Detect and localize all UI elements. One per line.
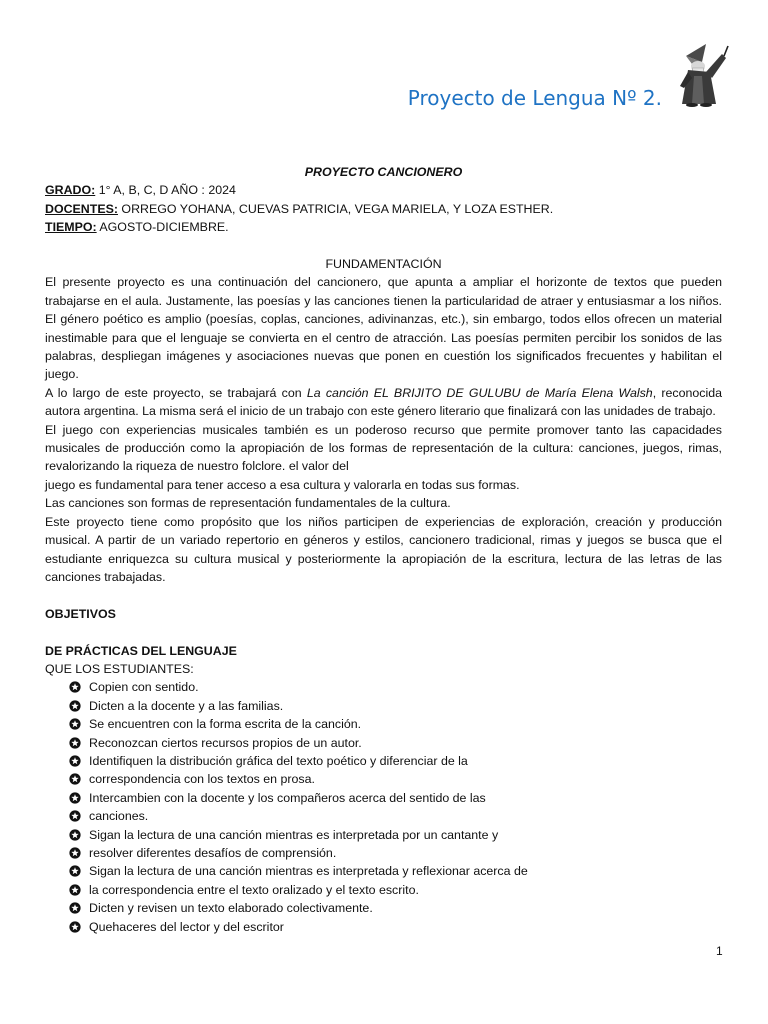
list-item [69,734,722,752]
list-item [69,844,722,862]
time-label: TIEMPO: [45,220,97,235]
grade-line [45,181,722,199]
list-item [69,918,722,936]
list-item [69,862,722,880]
list-item-text: la correspondencia entre el texto oralizado y el texto escrito. [89,882,419,897]
song-title: La canción EL BRIJITO DE GULUBU de María Elena Walsh [306,385,653,400]
paragraph-2 [45,384,722,421]
list-item-text: resolver diferentes desafíos de comprensión. [89,845,337,860]
list-item [69,678,722,696]
teachers-label: DOCENTES: [45,201,118,216]
objetivos-heading: OBJETIVOS [45,606,116,621]
list-item-text: Identifiquen la distribución gráfica del texto poético y diferenciar de la [89,753,468,768]
list-item-text: canciones. [89,809,149,824]
paragraph-5: Las canciones son formas de representación fundamentales de la cultura. [45,496,451,511]
star-bullet-icon [69,700,81,712]
list-item [69,752,722,770]
star-bullet-icon [69,681,81,693]
document-body [45,163,722,936]
star-bullet-icon [69,921,81,933]
list-item [69,881,722,899]
time-value: AGOSTO-DICIEMBRE. [96,220,229,235]
list-item-text: Quehaceres del lector y del escritor [89,919,284,934]
star-bullet-icon [69,847,81,859]
objectives-list [45,678,722,936]
star-bullet-icon [69,718,81,730]
students-intro: QUE LOS ESTUDIANTES: [45,661,194,676]
time-line [45,218,722,236]
list-item [69,789,722,807]
list-item-text: Sigan la lectura de una canción mientras es interpretada y reflexionar acerca de [89,864,528,879]
list-item [69,899,722,917]
paragraph-2-end: , reconocida autora argentina. La misma será el inicio de un trabajo con este género literario que finalizará con las unidades de trabajo. [45,385,722,419]
paragraph-2-start: A lo largo de este proyecto, se trabajará con [45,385,307,400]
list-item-text: Dicten y revisen un texto elaborado colectivamente. [89,901,373,916]
paragraph-1: El presente proyecto es una continuación del cancionero, que apunta a ampliar el horizonte de textos que pueden trabajarse en el aula. Justamente, las poesías y las canciones tienen la particularidad de atraer y entusiasmar a los niños. El género poético es amplio (poesías, coplas, canciones, adivinanzas, etc.), sin embargo, todos ellos ofrecen un material inestimable para que el lenguaje se convierta en el centro de atracción. Las poesías permiten percibir los sonidos de las palabras, despliegan imágenes y asociaciones nuevas que ponen en cuestión los significados frecuentes y habilitan el juego. [45,275,722,382]
practicas-heading: DE PRÁCTICAS DEL LENGUAJE [45,643,237,658]
star-bullet-icon [69,902,81,914]
list-item-text: Sigan la lectura de una canción mientras es interpretada por un cantante y [89,827,499,842]
list-item-text: Intercambien con la docente y los compañeros acerca del sentido de las [89,790,486,805]
star-bullet-icon [69,810,81,822]
list-item [69,807,722,825]
list-item [69,826,722,844]
list-item [69,770,722,788]
paragraph-3: El juego con experiencias musicales también es un poderoso recurso que permite promover tanto las capacidades musicales de producción como la apropiación de los formas de representación de la cultura: canciones, juegos, rimas, revalorizando la riqueza de nuestro folclore. el valor del [45,422,722,474]
star-bullet-icon [69,884,81,896]
paragraph-4: juego es fundamental para tener acceso a esa cultura y valorarla en todas sus formas. [45,477,520,492]
list-item-text: Se encuentren con la forma escrita de la canción. [89,717,362,732]
teachers-line [45,200,722,218]
star-bullet-icon [69,773,81,785]
star-bullet-icon [69,755,81,767]
header-title: Proyecto de Lengua Nº 2. [407,86,662,110]
project-heading: PROYECTO CANCIONERO [304,165,463,179]
grade-label: GRADO: [45,183,96,198]
grade-value: 1° A, B, C, D AÑO : 2024 [95,183,236,198]
teachers-value: ORREGO YOHANA, CUEVAS PATRICIA, VEGA MARIELA, Y LOZA ESTHER. [117,201,554,216]
star-bullet-icon [69,737,81,749]
list-item-text: Dicten a la docente y a las familias. [89,698,284,713]
list-item-text: correspondencia con los textos en prosa. [89,772,315,787]
star-bullet-icon [69,829,81,841]
fundamentacion-heading: FUNDAMENTACIÓN [325,257,442,272]
list-item [69,697,722,715]
paragraph-6: Este proyecto tiene como propósito que los niños participen de experiencias de exploración, creación y producción musical. A partir de un variado repertorio en géneros y estilos, cancionero tradicional, rimas y juegos se busca que el estudiante enriquezca su cultura musical y posteriormente la apropiación de la escritura, lectura de las letras de las canciones trabajadas. [45,514,722,584]
list-item-text: Reconozcan ciertos recursos propios de un autor. [89,735,362,750]
list-item-text: Copien con sentido. [89,680,199,695]
page-number: 1 [716,944,723,958]
list-item [69,715,722,733]
star-bullet-icon [69,792,81,804]
star-bullet-icon [69,865,81,877]
wizard-illustration [672,42,730,108]
